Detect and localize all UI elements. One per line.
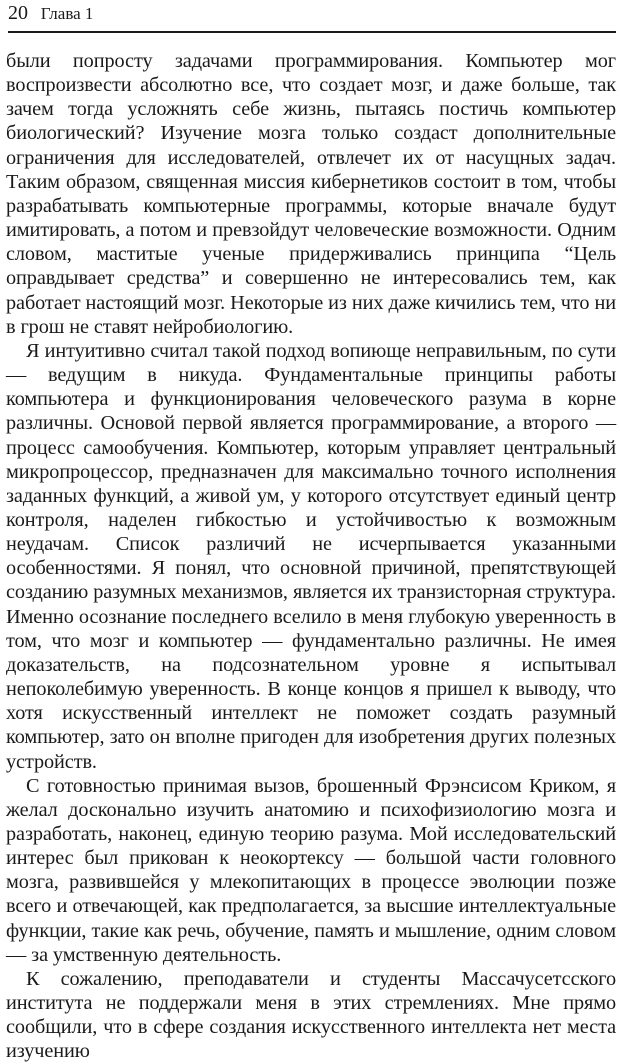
paragraph-4: К сожалению, преподаватели и студенты Массачусетсского института не поддержали меня в этих стремлениях. Мне прямо сообщили, что в сфере создания искусственного интеллекта нет места изучению (6, 967, 616, 1063)
running-head (8, 0, 616, 30)
paragraph-1: были попросту задачами программирования. Компьютер мог воспроизвести абсолютно все, что создает мозг, и даже больше, так зачем тогда усложнять себе жизнь, пытаясь постичь компьютер биологический? Изучение мозга только создаст дополнительные ограничения для исследователей, отвлечет их от насущных задач. Таким образом, священная миссия кибернетиков состоит в том, чтобы разрабатывать компьютерные программы, которые вначале будут имитировать, а потом и превзойдут человеческие возможности. Одним словом, маститые ученые придерживались принципа “Цель оправдывает средства” и совершенно не интересовались тем, как работает настоящий мозг. Некоторые из них даже кичились тем, что ни в грош не ставят нейробиологию. (6, 50, 616, 338)
paragraph-2: Я интуитивно считал такой подход вопиюще неправильным, по сути — ведущим в никуда. Фундаментальные принципы работы компьютера и функционирования человеческого разума в корне различны. Основой первой является программирование, а второго — процесс самообучения. Компьютер, которым управляет центральный микропроцессор, предназначен для максимально точного исполнения заданных функций, а живой ум, у которого отсутствует единый центр контроля, наделен гибкостью и устойчивостью к возможным неудачам. Список различий не исчерпывается указанными особенностями. Я понял, что основной причиной, препятствующей созданию разумных механизмов, является их транзисторная структура. Именно осознание последнего вселило в меня глубокую уверенность в том, что мозг и компьютер — фундаментально различны. Не имея доказательств, на подсознательном уровне я испытывал непоколебимую уверенность. В конце концов я пришел к выводу, что хотя искусственный интеллект не поможет создать разумный компьютер, зато он вполне пригоден для изобретения других полезных устройств. (6, 339, 616, 773)
page-number: 20 (8, 2, 28, 24)
paragraph-3: С готовностью принимая вызов, брошенный Фрэнсисом Криком, я желал досконально изучить анатомию и психофизиологию мозга и разработать, наконец, единую теорию разума. Мой исследовательский интерес был прикован к неокортексу — большой части головного мозга, развившейся у млекопитающих в процессе эволюции позже всего и отвечающей, как предполагается, за высшие интеллектуальные функции, такие как речь, обучение, память и мышление, одним словом — за умственную деятельность. (6, 774, 616, 966)
chapter-label: Глава 1 (40, 4, 94, 23)
header-rule (8, 31, 616, 33)
body-text (6, 49, 616, 1064)
